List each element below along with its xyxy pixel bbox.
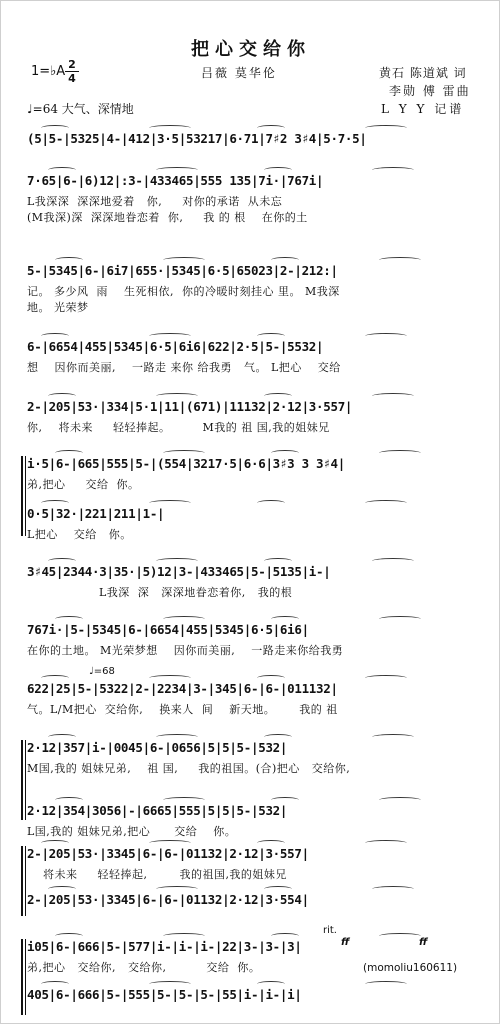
time-signature [65,59,79,84]
system-bracket-thin [25,740,26,820]
slur-mark [372,886,414,892]
slur-mark [257,840,285,846]
slur-mark [149,125,191,131]
music-line: i·5|6-|665|555|5-|(554|3217·5|6·6|3♯3 3 3♯4| [27,456,345,471]
lyric-line: L我深 深 深深地眷恋着你, 我的根 [27,586,293,599]
slur-mark [48,886,76,892]
slur-mark [365,500,407,506]
slur-mark [156,393,198,399]
slur-mark [163,616,205,622]
lyric-line: 在你的土地。 M光荣梦想 因你而美丽, 一路走来你给我勇 [27,644,344,657]
system-bracket [21,456,23,536]
slur-mark [365,981,407,987]
slur-mark [163,933,205,939]
slur-mark [257,675,285,681]
music-line: 767i·|5-|5345|6-|6654|455|5345|6·5|6i6| [27,622,309,637]
lyric-line: 气。L/M把心 交给你, 换来人 间 新天地。 我的 祖 [27,703,338,716]
tempo-text: =64 大气、深情地 [32,102,134,116]
music-line: 5-|5345|6-|6i7|655·|5345|6·5|65023|2-|212:| [27,263,338,278]
signature: (momoliu160611) [363,962,458,974]
ritardando-mark: rit. [323,925,337,936]
music-line: 2-|205|53·|3345|6-|6-|01132|2·12|3·554| [27,892,309,907]
slur-mark [264,558,292,564]
slur-mark [41,500,69,506]
slur-mark [379,257,421,263]
slur-mark [365,333,407,339]
lyricist-credit: 黄石 陈道斌 词 [379,66,467,80]
music-line: 2·12|357|i-|0045|6-|0656|5|5|5-|532| [27,740,288,755]
lyric-line: L我深深 深深地爱着 你, 对你的承诺 从未忘 [27,195,283,208]
slur-mark [41,981,69,987]
slur-mark [379,450,421,456]
slur-mark [55,450,83,456]
slur-mark [156,886,198,892]
lyric-line: 想 因你而美丽, 一路走 来你 给我勇 气。 L把心 交给 [27,361,341,374]
slur-mark [379,797,421,803]
lyric-line: 弟,把心 交给 你。 [27,478,140,491]
music-line: 6-|6654|455|5345|6·5|6i6|622|2·5|5-|5532| [27,339,324,354]
slur-mark [271,616,299,622]
lyric-line: 弟,把心 交给你, 交给你, 交给 你。 [27,961,261,974]
slur-mark [149,981,191,987]
slur-mark [365,840,407,846]
slur-mark [149,840,191,846]
meter-top: 2 [68,58,76,71]
slur-mark [271,450,299,456]
music-line: 622|25|5-|5322|2-|2234|3-|345|6-|6-|011132| [27,681,338,696]
tempo-marking [27,100,134,117]
slur-mark [41,125,69,131]
music-line: 2·12|354|3056|-|6665|555|5|5|5-|532| [27,803,288,818]
music-line: 405|6-|666|5-|555|5-|5-|5-|55|i-|i-|i| [27,987,302,1002]
slur-mark [271,933,299,939]
music-line: 3♯45|2344·3|35·|5)12|3-|433465|5-|5135|i-| [27,564,331,579]
slur-mark [156,734,198,740]
music-line: 2-|205|53·|334|5·1|11|(671)|11132|2·12|3·557| [27,399,353,414]
slur-mark [156,558,198,564]
lyric-line: (M我深)深 深深地眷恋着 你, 我 的 根 在你的土 [27,211,308,224]
quarter-note-icon: ♩ [27,102,33,116]
slur-mark [271,257,299,263]
transcriber-credit: L Y Y 记谱 [381,102,465,116]
lyric-line: L国,我的 姐妹兄弟,把心 交给 你。 [27,825,237,838]
slur-mark [149,500,191,506]
system-bracket [21,740,23,820]
slur-mark [264,393,292,399]
slur-mark [264,886,292,892]
lyric-line: 地。 光荣梦 [27,301,89,314]
lyric-line: 你, 将未来 轻轻捧起。 M我的 祖 国,我的姐妹兄 [27,421,330,434]
slur-mark [41,675,69,681]
slur-mark [163,257,205,263]
music-line: 7·65|6-|6)12|:3-|433465|555 135|7i·|767i| [27,173,324,188]
system-bracket-thin [25,939,26,1015]
slur-mark [257,981,285,987]
slur-mark [149,333,191,339]
lyric-line: M国,我的 姐妹兄弟, 祖 国, 我的祖国。(合)把心 交给你, [27,762,351,775]
slur-mark [372,393,414,399]
dynamic-mark: ff [341,937,350,948]
music-line: 0·5|32·|221|211|1-| [27,506,165,521]
meter-bottom: 4 [68,72,76,85]
system-bracket-thin [25,846,26,916]
slur-mark [163,797,205,803]
slur-mark [55,257,83,263]
slur-mark [48,558,76,564]
slur-mark [379,933,421,939]
slur-mark [379,616,421,622]
lyric-line: 将未来 轻轻捧起, 我的祖国,我的姐妹兄 [27,868,287,881]
slur-mark [264,734,292,740]
slur-mark [55,797,83,803]
music-line: (5|5-|5325|4-|412|3·5|53217|6·71|7♯2 3♯4|5·7·5| [27,131,367,146]
slur-mark [264,167,292,173]
slur-mark [48,167,76,173]
slur-mark [372,558,414,564]
slur-mark [365,125,407,131]
song-title: 把心交给你 [191,39,311,60]
lyric-line: L把心 交给 你。 [27,528,132,541]
key-signature: 1=♭A [31,64,66,79]
slur-mark [163,450,205,456]
slur-mark [257,333,285,339]
lyric-line: 记。 多少风 雨 生死相依, 你的冷暖时刻挂心 里。 M我深 [27,285,340,298]
slur-mark [257,125,285,131]
singers: 吕薇 莫华伦 [201,66,277,80]
slur-mark [48,393,76,399]
system-bracket-thin [25,456,26,536]
slur-mark [55,616,83,622]
slur-mark [48,734,76,740]
composer-credit: 李勋 傅 雷曲 [389,84,471,98]
slur-mark [41,840,69,846]
slur-mark [257,500,285,506]
slur-mark [156,167,198,173]
dynamic-mark-end: ff [419,937,428,948]
slur-mark [365,675,407,681]
slur-mark [372,734,414,740]
slur-mark [55,933,83,939]
slur-mark [372,167,414,173]
music-line: 2-|205|53·|3345|6-|6-|01132|2·12|3·557| [27,846,309,861]
tempo-change: ♩=68 [89,666,115,677]
slur-mark [41,333,69,339]
system-bracket [21,939,23,1015]
music-line: i05|6-|666|5-|577|i-|i-|i-|22|3-|3-|3| [27,939,302,954]
system-bracket [21,846,23,916]
slur-mark [271,797,299,803]
slur-mark [149,675,191,681]
